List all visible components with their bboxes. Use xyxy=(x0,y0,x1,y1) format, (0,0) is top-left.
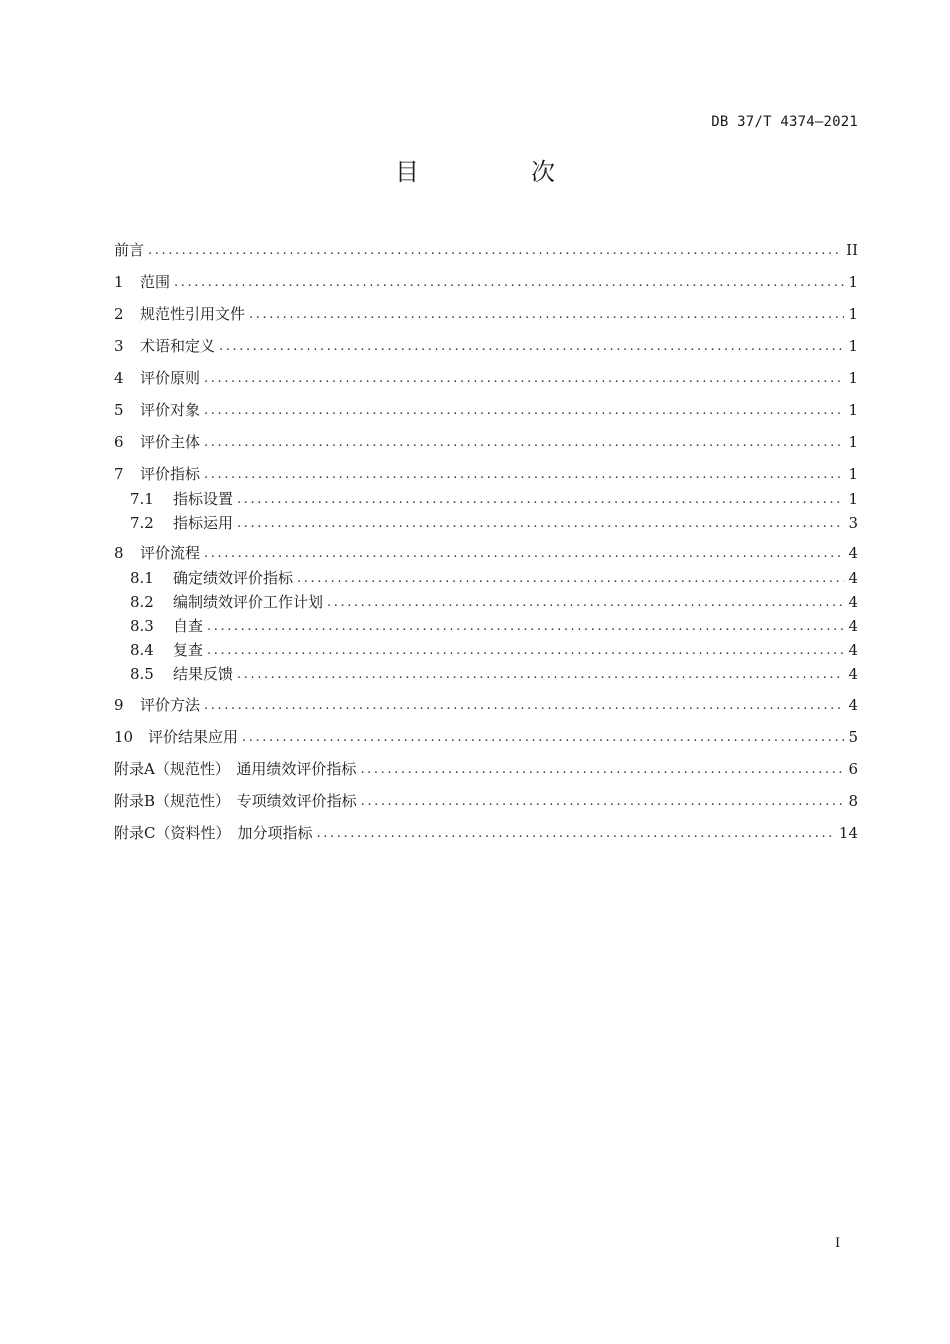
toc-entry-label: 确定绩效评价指标 xyxy=(173,569,294,587)
dot-leader xyxy=(360,761,844,779)
toc-entry-page: 4 xyxy=(848,641,858,659)
toc-entry-number: 8.3 xyxy=(130,617,154,635)
toc-entry-label: 规范性引用文件 xyxy=(140,305,246,323)
dot-leader xyxy=(204,370,844,388)
toc-entry-page: II xyxy=(846,241,858,259)
dot-leader xyxy=(204,434,844,452)
toc-entry-1[interactable] xyxy=(114,272,858,292)
toc-entry-number: 7.2 xyxy=(130,514,154,532)
toc-entry-appendix-a[interactable] xyxy=(114,759,858,779)
toc-entry-page: 1 xyxy=(848,490,858,508)
toc-entry-page: 8 xyxy=(848,792,858,810)
toc-entry-page: 6 xyxy=(848,760,858,778)
toc-entry-number: 3 xyxy=(114,337,124,355)
toc-entry-5[interactable] xyxy=(114,400,858,420)
toc-entry-label: 自查 xyxy=(173,617,204,635)
toc-entry-label: 结果反馈 xyxy=(173,665,234,683)
toc-entry-9[interactable] xyxy=(114,695,858,715)
toc-entry-label: 评价方法 xyxy=(140,696,201,714)
toc-entry-label: 复查 xyxy=(173,641,204,659)
toc-entry-page: 4 xyxy=(848,665,858,683)
toc-entry-page: 1 xyxy=(848,369,858,387)
dot-leader xyxy=(361,793,844,811)
dot-leader xyxy=(174,274,844,292)
toc-entry-page: 4 xyxy=(848,617,858,635)
dot-leader xyxy=(249,306,844,324)
toc-entry-page: 4 xyxy=(848,593,858,611)
toc-entry-number: 4 xyxy=(114,369,124,387)
toc-entry-10[interactable] xyxy=(114,727,858,747)
toc-entry-label: 评价结果应用 xyxy=(148,728,239,746)
toc-entry-number: 6 xyxy=(114,433,124,451)
dot-leader xyxy=(327,594,844,612)
toc-entry-number: 2 xyxy=(114,305,124,323)
toc-entry-8-2[interactable] xyxy=(130,592,858,612)
toc-entry-number: 10 xyxy=(114,728,134,746)
toc-entry-7-1[interactable] xyxy=(130,489,858,509)
toc-entry-appendix-c[interactable] xyxy=(114,823,858,843)
toc-entry-3[interactable] xyxy=(114,336,858,356)
toc-entry-subtitle: 专项绩效评价指标 xyxy=(236,792,357,810)
toc-entry-page: 1 xyxy=(848,465,858,483)
toc-entry-page: 1 xyxy=(848,401,858,419)
dot-leader xyxy=(204,545,844,563)
dot-leader xyxy=(148,242,842,260)
toc-entry-2[interactable] xyxy=(114,304,858,324)
dot-leader xyxy=(317,825,835,843)
dot-leader xyxy=(207,618,844,636)
toc-entry-subtitle: 通用绩效评价指标 xyxy=(236,760,357,778)
toc-entry-appendix-b[interactable] xyxy=(114,791,858,811)
toc-entry-label: 指标运用 xyxy=(173,514,234,532)
dot-leader xyxy=(242,729,844,747)
toc-entry-page: 3 xyxy=(848,514,858,532)
toc-entry-8-3[interactable] xyxy=(130,616,858,636)
toc-entry-label: 前言 xyxy=(114,241,145,259)
toc-entry-number: 8.4 xyxy=(130,641,154,659)
toc-entry-number: 8.2 xyxy=(130,593,154,611)
toc-entry-label: 评价对象 xyxy=(140,401,201,419)
toc-entry-number: 5 xyxy=(114,401,124,419)
toc-entry-number: 1 xyxy=(114,273,124,291)
toc-entry-8-5[interactable] xyxy=(130,664,858,684)
dot-leader xyxy=(204,402,844,420)
toc-entry-label: 范围 xyxy=(140,273,171,291)
dot-leader xyxy=(237,515,844,533)
toc-entry-8-4[interactable] xyxy=(130,640,858,660)
toc-entry-label: 术语和定义 xyxy=(140,337,216,355)
toc-entry-label: 评价指标 xyxy=(140,465,201,483)
toc-entry-label: 评价原则 xyxy=(140,369,201,387)
toc-entry-page: 4 xyxy=(848,696,858,714)
dot-leader xyxy=(237,666,844,684)
toc-entry-page: 4 xyxy=(848,569,858,587)
toc-entry-page: 1 xyxy=(848,305,858,323)
toc-entry-number: 8 xyxy=(114,544,124,562)
page-number: I xyxy=(835,1236,841,1251)
toc-title: 目 次 xyxy=(395,158,599,186)
document-code: DB 37/T 4374—2021 xyxy=(711,114,858,130)
toc-entry-label: 编制绩效评价工作计划 xyxy=(173,593,324,611)
toc-entry-8-1[interactable] xyxy=(130,568,858,588)
toc-entry-number: 9 xyxy=(114,696,124,714)
toc-entry-label: 评价流程 xyxy=(140,544,201,562)
toc-entry-4[interactable] xyxy=(114,368,858,388)
toc-entry-6[interactable] xyxy=(114,432,858,452)
dot-leader xyxy=(204,697,844,715)
toc-entry-number: 7 xyxy=(114,465,124,483)
dot-leader xyxy=(219,338,844,356)
dot-leader xyxy=(207,642,844,660)
toc-entry-label: 附录A（规范性） xyxy=(114,760,230,778)
toc-entry-label: 附录B（规范性） xyxy=(114,792,231,810)
toc-entry-number: 8.1 xyxy=(130,569,154,587)
toc-entry-7-2[interactable] xyxy=(130,513,858,533)
toc-entry-8[interactable] xyxy=(114,543,858,563)
toc-entry-label: 指标设置 xyxy=(173,490,234,508)
toc-entry-label: 评价主体 xyxy=(140,433,201,451)
toc-entry-page: 4 xyxy=(848,544,858,562)
toc-entry-label: 附录C（资料性） xyxy=(114,824,231,842)
toc-entry-number: 7.1 xyxy=(130,490,154,508)
toc-entry-page: 1 xyxy=(848,273,858,291)
toc-entry-number: 8.5 xyxy=(130,665,154,683)
toc-entry-foreword[interactable] xyxy=(114,240,858,260)
dot-leader xyxy=(297,570,844,588)
toc-entry-page: 5 xyxy=(848,728,858,746)
toc-entry-page: 1 xyxy=(848,337,858,355)
toc-entry-subtitle: 加分项指标 xyxy=(237,824,313,842)
toc-entry-7[interactable] xyxy=(114,464,858,484)
dot-leader xyxy=(237,491,844,509)
toc-entry-page: 1 xyxy=(848,433,858,451)
toc-entry-page: 14 xyxy=(838,824,858,842)
dot-leader xyxy=(204,466,844,484)
